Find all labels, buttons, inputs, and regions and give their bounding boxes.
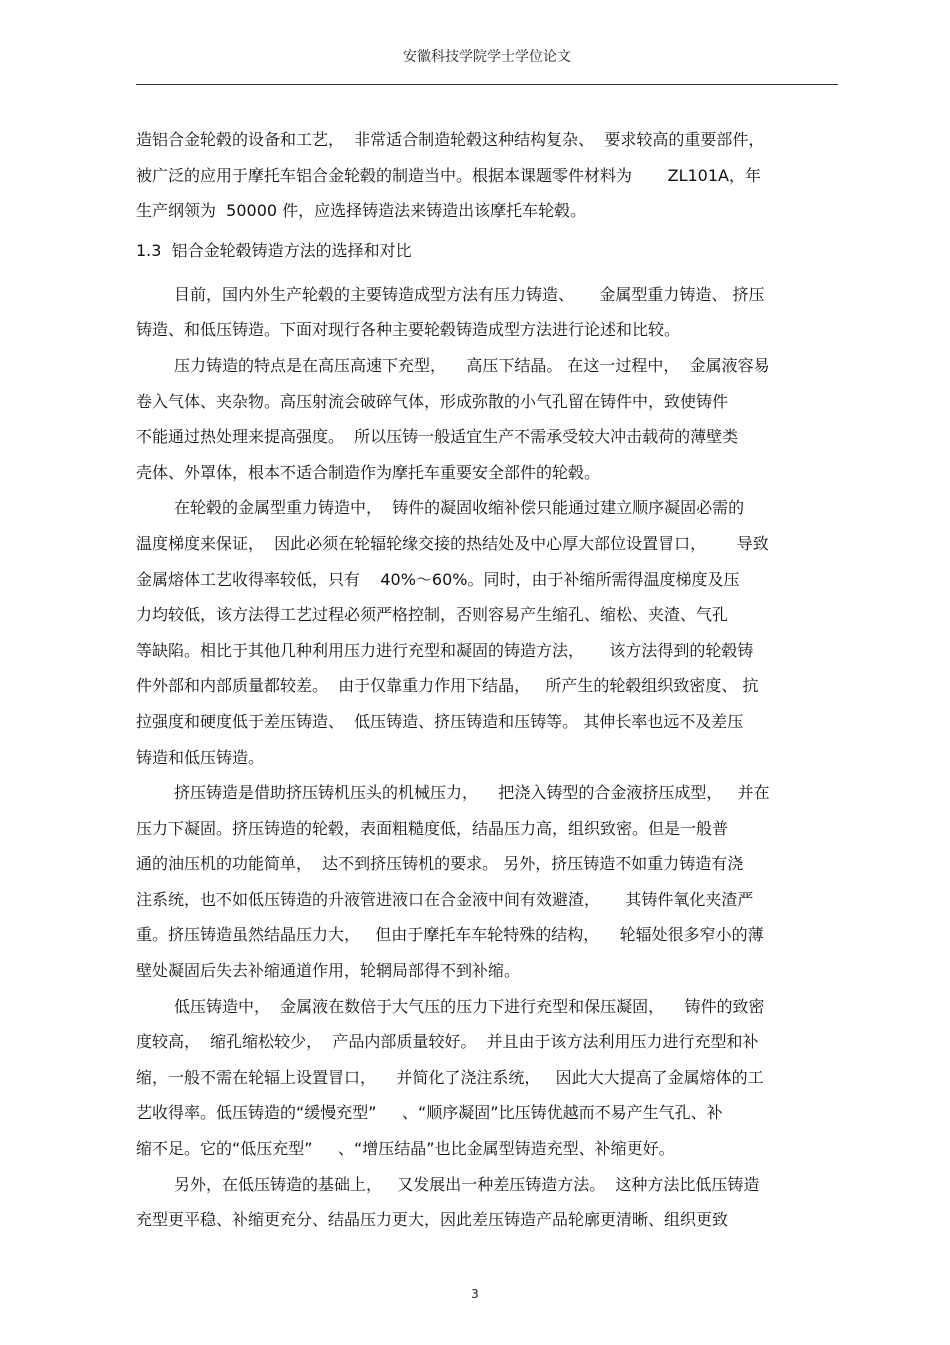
paragraph bbox=[136, 775, 838, 989]
text-line: 金属熔体工艺收得率较低，只有 40%～60%。同时，由于补缩所需得温度梯度及压 bbox=[136, 569, 740, 589]
text-line: 艺收得率。低压铸造的“缓慢充型” 、“顺序凝固”比压铸优越而不易产生气孔、补 bbox=[136, 1103, 723, 1123]
page-header-title: 安徽科技学院学士学位论文 bbox=[403, 49, 571, 65]
text-line: 壳体、外罩体，根本不适合制造作为摩托车重要安全部件的轮毂。 bbox=[136, 462, 601, 482]
header-divider bbox=[136, 84, 838, 85]
text-line: 缩，一般不需在轮辐上设置冒口， 并简化了浇注系统， 因此大大提高了金属熔体的工 bbox=[136, 1067, 764, 1087]
text-line: 拉强度和硬度低于差压铸造、 低压铸造、挤压铸造和压铸等。 其伸长率也远不及差压 bbox=[136, 711, 744, 731]
text-line: 另外，在低压铸造的基础上， 又发展出一种差压铸造方法。 这种方法比低压铸造 bbox=[174, 1174, 760, 1194]
text-line: 铸造和低压铸造。 bbox=[136, 747, 265, 767]
paragraph bbox=[136, 490, 838, 775]
text-line: 件外部和内部质量都较差。 由于仅靠重力作用下结晶， 所产生的轮毂组织致密度、 抗 bbox=[136, 676, 759, 696]
text-line: 压力下凝固。挤压铸造的轮毂，表面粗糙度低，结晶压力高，组织致密。但是一般普 bbox=[136, 818, 729, 838]
text-line: 充型更平稳、补缩更充分、结晶压力更大，因此差压铸造产品轮廓更清晰、组织更致 bbox=[136, 1210, 729, 1230]
text-line: 铸造、和低压铸造。下面对现行各种主要轮毂铸造成型方法进行论述和比较。 bbox=[136, 320, 681, 340]
text-line: 缩不足。它的“低压充型” 、“增压结晶”也比金属型铸造充型、补缩更好。 bbox=[136, 1139, 675, 1159]
text-line: 温度梯度来保证， 因此必须在轮辐轮缘交接的热结处及中心厚大部位设置冒口， 导致 bbox=[136, 533, 769, 553]
text-line: 生产纲领为 50000 件，应选择铸造法来铸造出该摩托车轮毂。 bbox=[136, 201, 587, 221]
text-line: 挤压铸造是借助挤压铸机压头的机械压力， 把浇入铸型的合金液挤压成型， 并在 bbox=[174, 783, 770, 803]
paragraph bbox=[136, 989, 838, 1167]
paragraph bbox=[136, 348, 838, 490]
text-line: 在轮毂的金属型重力铸造中， 铸件的凝固收缩补偿只能通过建立顺序凝固必需的 bbox=[174, 498, 745, 518]
text-line: 等缺陷。相比于其他几种利用压力进行充型和凝固的铸造方法， 该方法得到的轮毂铸 bbox=[136, 640, 754, 660]
text-line: 重。挤压铸造虽然结晶压力大， 但由于摩托车车轮特殊的结构， 轮辐处很多窄小的薄 bbox=[136, 925, 764, 945]
text-line: 造铝合金轮毂的设备和工艺， 非常适合制造轮毂这种结构复杂、 要求较高的重要部件， bbox=[136, 130, 765, 149]
text-line: 低压铸造中， 金属液在数倍于大气压的压力下进行充型和保压凝固， 铸件的致密 bbox=[174, 996, 765, 1016]
text-line: 目前，国内外生产轮毂的主要铸造成型方法有压力铸造、 金属型重力铸造、 挤压 bbox=[174, 284, 765, 304]
text-line: 壁处凝固后失去补缩通道作用，轮辋局部得不到补缩。 bbox=[136, 961, 521, 981]
text-line: 被广泛的应用于摩托车铝合金轮毂的制造当中。根据本课题零件材料为 ZL101A，年 bbox=[136, 165, 761, 185]
body-text bbox=[136, 122, 838, 1238]
paragraph bbox=[136, 1167, 838, 1238]
text-line: 压力铸造的特点是在高压高速下充型， 高压下结晶。 在这一过程中， 金属液容易 bbox=[174, 355, 770, 375]
text-line: 通的油压机的功能简单， 达不到挤压铸机的要求。 另外，挤压铸造不如重力铸造有浇 bbox=[136, 854, 744, 874]
paragraph bbox=[136, 277, 838, 348]
text-line: 卷入气体、夹杂物。高压射流会破碎气体，形成弥散的小气孔留在铸件中，致使铸件 bbox=[136, 391, 729, 411]
text-line: 不能通过热处理来提高强度。 所以压铸一般适宜生产不需承受较大冲击载荷的薄壁类 bbox=[136, 427, 739, 447]
page-number: 3 bbox=[471, 1287, 479, 1301]
text-line: 注系统，也不如低压铸造的升液管进液口在合金液中间有效避渣， 其铸件氧化夹渣严 bbox=[136, 889, 754, 909]
text-line: 度较高， 缩孔缩松较少， 产品内部质量较好。 并且由于该方法利用压力进行充型和补 bbox=[136, 1032, 759, 1052]
text-line: 力均较低，该方法得工艺过程必须严格控制，否则容易产生缩孔、缩松、夹渣、气孔 bbox=[136, 605, 729, 625]
section-heading: 1.3 铝合金轮毂铸造方法的选择和对比 bbox=[136, 240, 412, 260]
